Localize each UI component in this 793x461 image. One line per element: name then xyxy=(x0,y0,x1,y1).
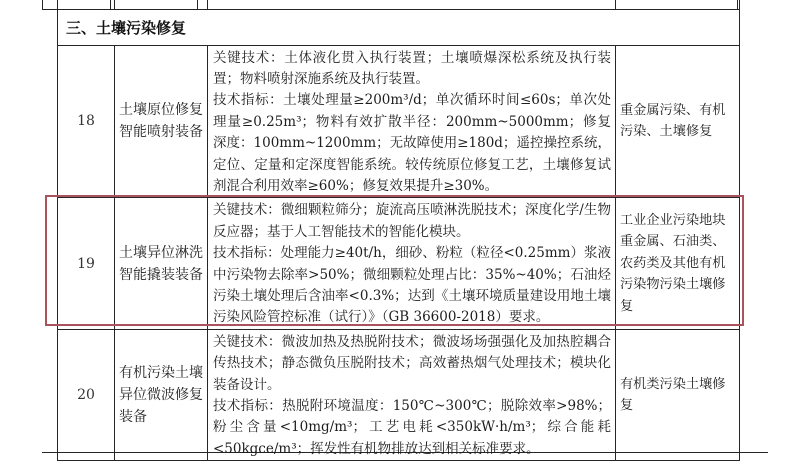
equipment-name: 土壤异位淋洗智能撬装装备 xyxy=(115,198,208,329)
row-number: 20 xyxy=(58,329,115,460)
equipment-name: 土壤原位修复智能喷射装备 xyxy=(115,45,208,198)
tech-indicators: 技术指标：处理能力≥40t/h，细砂、粉粒（粒径<0.25mm）浆液中污染物去除率>50%；微细颗粒处理占比：35%~40%；石油烃污染土壤处理后含油率<0.3%；达到《土壤环境质量建设用地土壤污染风险管控标准（试行）》（GB 36600-2018）要求。 xyxy=(213,245,611,326)
tech-indicators: 技术指标：热脱附环境温度：150℃~300℃；脱除效率>98%；粉尘含量<10mg/m³；工艺电耗<350kW·h/m³；综合能耗<50kgce/m³；挥发性有机物排放达到相关标准要求。 xyxy=(213,398,611,457)
stub-cell xyxy=(58,0,115,9)
equipment-name: 有机污染土壤异位微波修复装备 xyxy=(115,329,208,460)
top-stub-line xyxy=(42,0,43,9)
tech-indicators: 技术指标：土壤处理量≥200m³/d；单次循环时间≤60s；单次处理量≥0.25m³；物料有效扩散半径：200mm~5000mm；修复深度：100mm~1200mm；无故障使用≥180d；遥控操控系统，定位、定量和定深度智能系统。较传统原位修复工艺，土壤修复试剂混合利用效率≥60%；修复效果提升≥30%。 xyxy=(213,92,611,194)
top-stub-border xyxy=(42,9,58,10)
application-field: 工业企业污染地块重金属、石油类、农药类及其他有机污染物污染土壤修复 xyxy=(616,198,740,329)
stub-cell xyxy=(616,0,740,9)
previous-row-stub xyxy=(58,0,740,9)
application-field: 重金属污染、有机污染、土壤修复 xyxy=(616,45,740,198)
tech-details-cell xyxy=(208,45,616,198)
key-technology: 关键技术：土体液化贯入执行装置；土壤喷爆深松系统及执行装置；物料喷射深施系统及执行装置。 xyxy=(213,49,611,87)
stub-cell xyxy=(208,0,616,9)
table-row-20 xyxy=(58,329,740,460)
tech-details-cell xyxy=(208,198,616,329)
row-number: 18 xyxy=(58,45,115,198)
stub-cell xyxy=(115,0,208,9)
application-field: 有机类污染土壤修复 xyxy=(616,329,740,460)
key-technology: 关键技术：微波加热及热脱附技术；微波场场强强化及加热腔耦合传热技术；静态微负压脱附技术；高效蓄热烟气处理技术；模块化装备设计。 xyxy=(213,333,611,393)
section-header-row xyxy=(58,9,740,45)
key-technology: 关键技术：微细颗粒筛分；旋流高压喷淋洗脱技术；深度化学/生物反应器；基于人工智能技术的智能化模块。 xyxy=(213,202,611,240)
tech-details-cell xyxy=(208,329,616,460)
row-number: 19 xyxy=(58,198,115,329)
table-row-19 xyxy=(58,198,740,329)
soil-remediation-table xyxy=(57,0,740,461)
section-title: 三、土壤污染修复 xyxy=(58,9,740,45)
table-row-18 xyxy=(58,45,740,198)
